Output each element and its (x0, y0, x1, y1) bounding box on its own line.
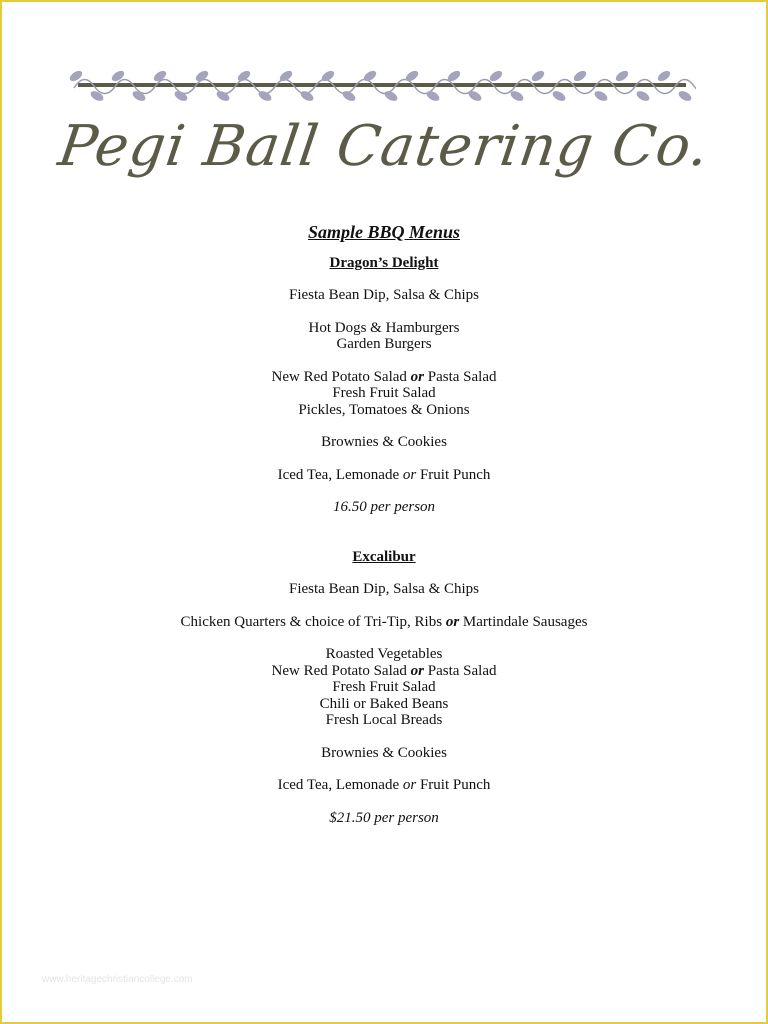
vine-leaf (635, 89, 651, 103)
or-connector: or (402, 777, 417, 793)
vine-leaf (173, 89, 189, 103)
vine-leaf (572, 69, 588, 84)
menu-section (2, 255, 766, 516)
menu-section (2, 549, 766, 827)
section-title: Dragon’s Delight (329, 254, 439, 271)
menu-content (2, 220, 766, 842)
menu-item: New Red Potato Salad or Pasta Salad (271, 662, 497, 679)
menu-item: Fresh Fruit Salad (332, 385, 436, 401)
vine-leaf (677, 89, 693, 103)
brand-logo-text: Pegi Ball Catering Co. (54, 114, 714, 179)
menu-item: New Red Potato Salad or Pasta Salad (271, 368, 497, 385)
or-connector: or (410, 662, 424, 679)
menu-item: Chili or Baked Beans (319, 695, 449, 712)
menu-item: Fresh Fruit Salad (332, 679, 436, 695)
vine-leaf (299, 89, 315, 103)
price-text: 16.50 per person (332, 499, 436, 515)
vine-leaf (425, 89, 441, 103)
menu-item-group (2, 777, 766, 794)
menu-item: Fresh Local Breads (325, 712, 443, 728)
vine-leaf (404, 69, 420, 84)
menu-item-group (2, 646, 766, 729)
menu-item-group (2, 467, 766, 484)
price-text: $21.50 per person (329, 809, 439, 826)
menu-item: Iced Tea, Lemonade or Fruit Punch (277, 777, 491, 793)
menu-item: Brownies & Cookies (321, 434, 447, 450)
menu-item: Hot Dogs & Hamburgers (308, 319, 460, 336)
menu-item: Pickles, Tomatoes & Onions (298, 401, 470, 418)
vine-leaf (614, 69, 630, 84)
section-title: Excalibur (352, 548, 416, 565)
menu-item: Roasted Vegetables (325, 646, 443, 662)
vine-leaf (68, 69, 84, 84)
vine-leaf (530, 69, 546, 84)
watermark-text: www.heritagechristiancollege.com (42, 974, 193, 985)
menu-item-group (2, 320, 766, 353)
menu-item: Garden Burgers (336, 336, 432, 352)
menu-item-group (2, 745, 766, 762)
vine-leaf (551, 89, 567, 103)
or-connector: or (402, 466, 417, 483)
menu-item-group (2, 614, 766, 631)
section-divider (2, 532, 766, 549)
vine-leaf (341, 89, 357, 103)
menu-item: Fiesta Bean Dip, Salsa & Chips (289, 287, 479, 303)
vine-leaf (215, 89, 231, 103)
vine-leaf (194, 69, 210, 84)
menu-item-group (2, 581, 766, 598)
menu-item: Fiesta Bean Dip, Salsa & Chips (289, 581, 479, 597)
vine-leaf (593, 89, 609, 103)
or-connector: or (445, 613, 460, 630)
menu-item-group (2, 287, 766, 304)
vine-ornament-icon (68, 64, 696, 114)
or-connector: or (410, 368, 424, 385)
vine-leaf (89, 89, 105, 103)
menu-heading: Sample BBQ Menus (307, 222, 461, 242)
menu-item-group (2, 369, 766, 419)
vine-leaf (656, 69, 672, 84)
menu-item: Brownies & Cookies (321, 744, 447, 761)
vine-leaf (110, 69, 126, 84)
menu-item-group (2, 434, 766, 451)
vine-leaf (467, 89, 483, 103)
menu-item: Iced Tea, Lemonade or Fruit Punch (277, 466, 491, 483)
menu-item: Chicken Quarters & choice of Tri-Tip, Ribs or Martindale Sausages (180, 613, 588, 630)
